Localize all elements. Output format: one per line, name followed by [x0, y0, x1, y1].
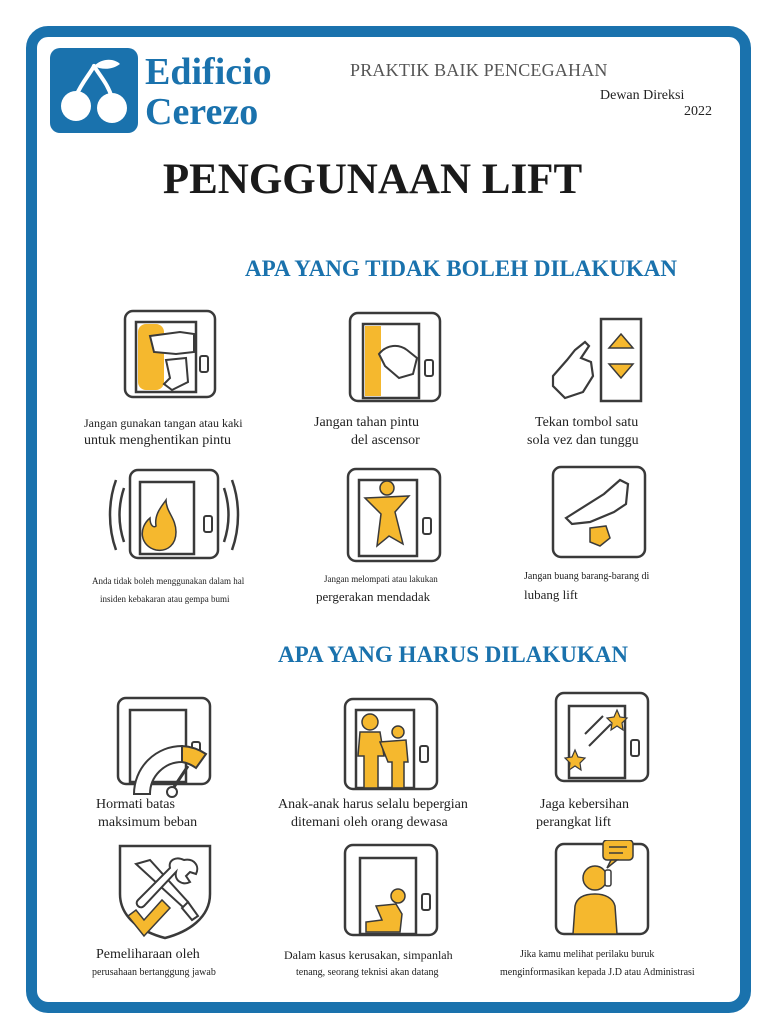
caption-line: Tekan tombol satu	[535, 415, 639, 430]
do-caption-5	[284, 946, 453, 982]
person-jumping-icon	[345, 466, 445, 566]
header-subtitle: PRAKTIK BAIK PENCEGAHAN	[350, 60, 608, 80]
do-section-heading: APA YANG HARUS DILAKUKAN	[278, 642, 628, 667]
person-sitting-calm-icon	[342, 842, 442, 942]
dont-caption-3	[527, 414, 639, 450]
caption-line: lubang lift	[524, 587, 578, 602]
adult-with-child-icon	[342, 696, 442, 796]
do-caption-4	[92, 946, 216, 982]
person-phone-report-icon	[553, 840, 653, 940]
hand-foot-blocking-door-icon	[120, 308, 220, 408]
finger-pressing-buttons-icon	[545, 316, 645, 416]
do-caption-6	[500, 946, 695, 982]
caption-line: insiden kebakaran atau gempa bumi	[100, 594, 230, 604]
dont-caption-5	[316, 570, 438, 606]
caption-line: Anak-anak harus selalu bepergian	[278, 797, 468, 812]
weight-gauge-icon	[114, 694, 224, 794]
hand-dropping-object-icon	[550, 464, 650, 564]
caption-line: Jaga kebersihan	[540, 797, 630, 812]
issuer-block	[600, 88, 712, 120]
do-caption-3	[536, 796, 630, 832]
caption-line: pergerakan mendadak	[316, 589, 431, 604]
clean-sparkle-icon	[553, 690, 653, 790]
brand-line-2: Cerezo	[145, 91, 259, 133]
caption-line: Jangan melompati atau lakukan	[324, 574, 438, 584]
caption-line: untuk menghentikan pintu	[84, 433, 231, 448]
fire-earthquake-icon	[104, 466, 244, 566]
caption-line: Jangan gunakan tangan atau kaki	[84, 416, 243, 430]
caption-line: Jika kamu melihat perilaku buruk	[520, 949, 655, 960]
caption-line: Anda tidak boleh menggunakan dalam hal	[92, 576, 245, 586]
caption-line: Pemeliharaan oleh	[96, 947, 200, 962]
caption-line: ditemani oleh orang dewasa	[291, 815, 448, 830]
caption-line: maksimum beban	[98, 815, 198, 830]
wrench-screwdriver-icon	[114, 842, 216, 942]
caption-line: Jangan tahan pintu	[314, 415, 419, 430]
page-title: PENGGUNAAN LIFT	[162, 156, 583, 203]
caption-line: perusahaan bertanggung jawab	[92, 967, 216, 978]
do-caption-2	[278, 796, 468, 832]
caption-line: Hormati batas	[96, 797, 175, 812]
caption-line: tenang, seorang teknisi akan datang	[296, 967, 439, 978]
brand-line-1: Edificio	[145, 51, 272, 93]
dont-caption-1	[84, 414, 243, 450]
issue-year: 2022	[684, 104, 712, 119]
do-caption-1	[96, 796, 197, 832]
brand-name	[145, 52, 272, 132]
caption-line: perangkat lift	[536, 815, 612, 830]
hand-holding-door-icon	[345, 310, 445, 410]
cherry-logo-icon	[50, 48, 138, 133]
caption-line: Jangan buang barang-barang di	[524, 571, 650, 582]
caption-line: menginformasikan kepada J.D atau Administrasi	[500, 967, 695, 978]
caption-line: del ascensor	[351, 433, 420, 448]
caption-line: Dalam kasus kerusakan, simpanlah	[284, 948, 453, 962]
dont-caption-4	[92, 572, 244, 608]
issuer-name: Dewan Direksi	[600, 88, 685, 103]
dont-caption-2	[314, 414, 420, 450]
dont-caption-6	[524, 568, 649, 604]
caption-line: sola vez dan tunggu	[527, 433, 639, 448]
dont-section-heading: APA YANG TIDAK BOLEH DILAKUKAN	[245, 256, 677, 281]
